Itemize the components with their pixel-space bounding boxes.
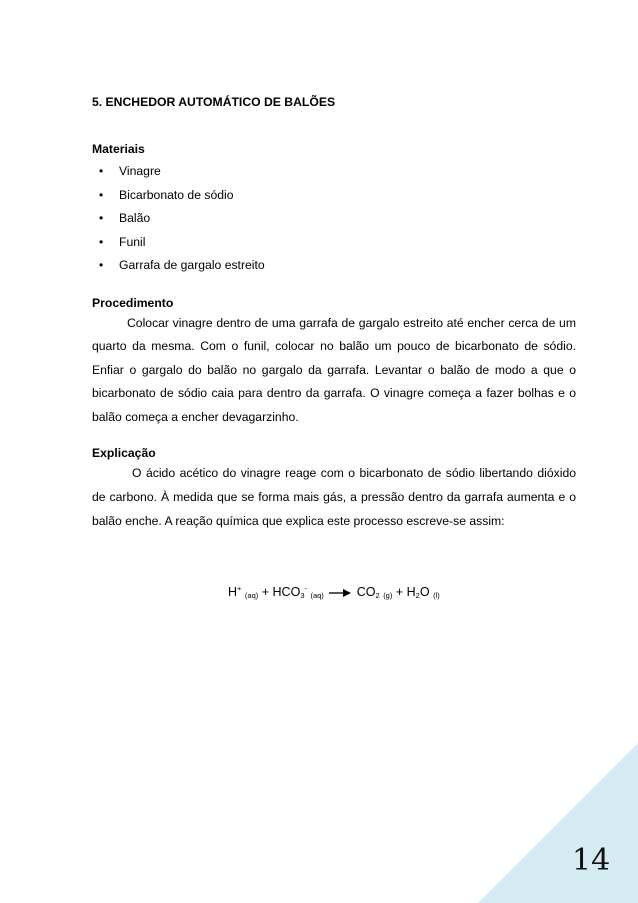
explanation-heading: Explicação [92,446,156,461]
page-content [92,94,576,533]
list-item: • Vinagre [99,164,161,178]
bullet-icon: • [99,234,104,249]
bullet-icon: • [99,211,104,225]
page-number: 14 [572,843,611,878]
bullet-icon: • [99,164,104,178]
procedure-text: Colocar vinagre dentro de uma garrafa de gargalo estreito até encher cerca de um quarto da mesma. Com o funil, colocar no balão um pouco de bicarbonato de sódio. Enfiar o gargalo do balão no gargalo da garrafa. Levantar o balão de modo a que o bicarbonato de sódio caia para dentro da garrafa. O vinagre começa a fazer bolhas e o balão começa a encher devagarzinho. [92,315,576,424]
list-item: • Balão [99,211,151,225]
list-item: • Funil [99,234,146,249]
corner-decoration [478,743,638,903]
procedure-heading: Procedimento [92,295,174,310]
list-item: • Garrafa de gargalo estreito [99,258,265,272]
materials-list [92,163,576,281]
bullet-icon: • [99,258,104,272]
bullet-icon: • [99,187,104,202]
page-title: 5. ENCHEDOR AUTOMÁTICO DE BALÕES [92,95,336,109]
materials-heading: Materiais [92,142,145,156]
list-item: • Bicarbonato de sódio [99,187,234,202]
explanation-text: O ácido acético do vinagre reage com o bicarbonato de sódio libertando dióxido de carbono. À medida que se forma mais gás, a pressão dentro da garrafa aumenta e o balão enche. A reação química que explica este processo escreve-se assim: [92,466,576,528]
chemical-equation: H+ $_{(aq)} + HCO_3^-$ $_{(aq)}$ $CO_2$ $_{(g)} + H_2O$ $_{(l)}$ [228,584,440,600]
reaction-arrow-icon [329,588,351,598]
